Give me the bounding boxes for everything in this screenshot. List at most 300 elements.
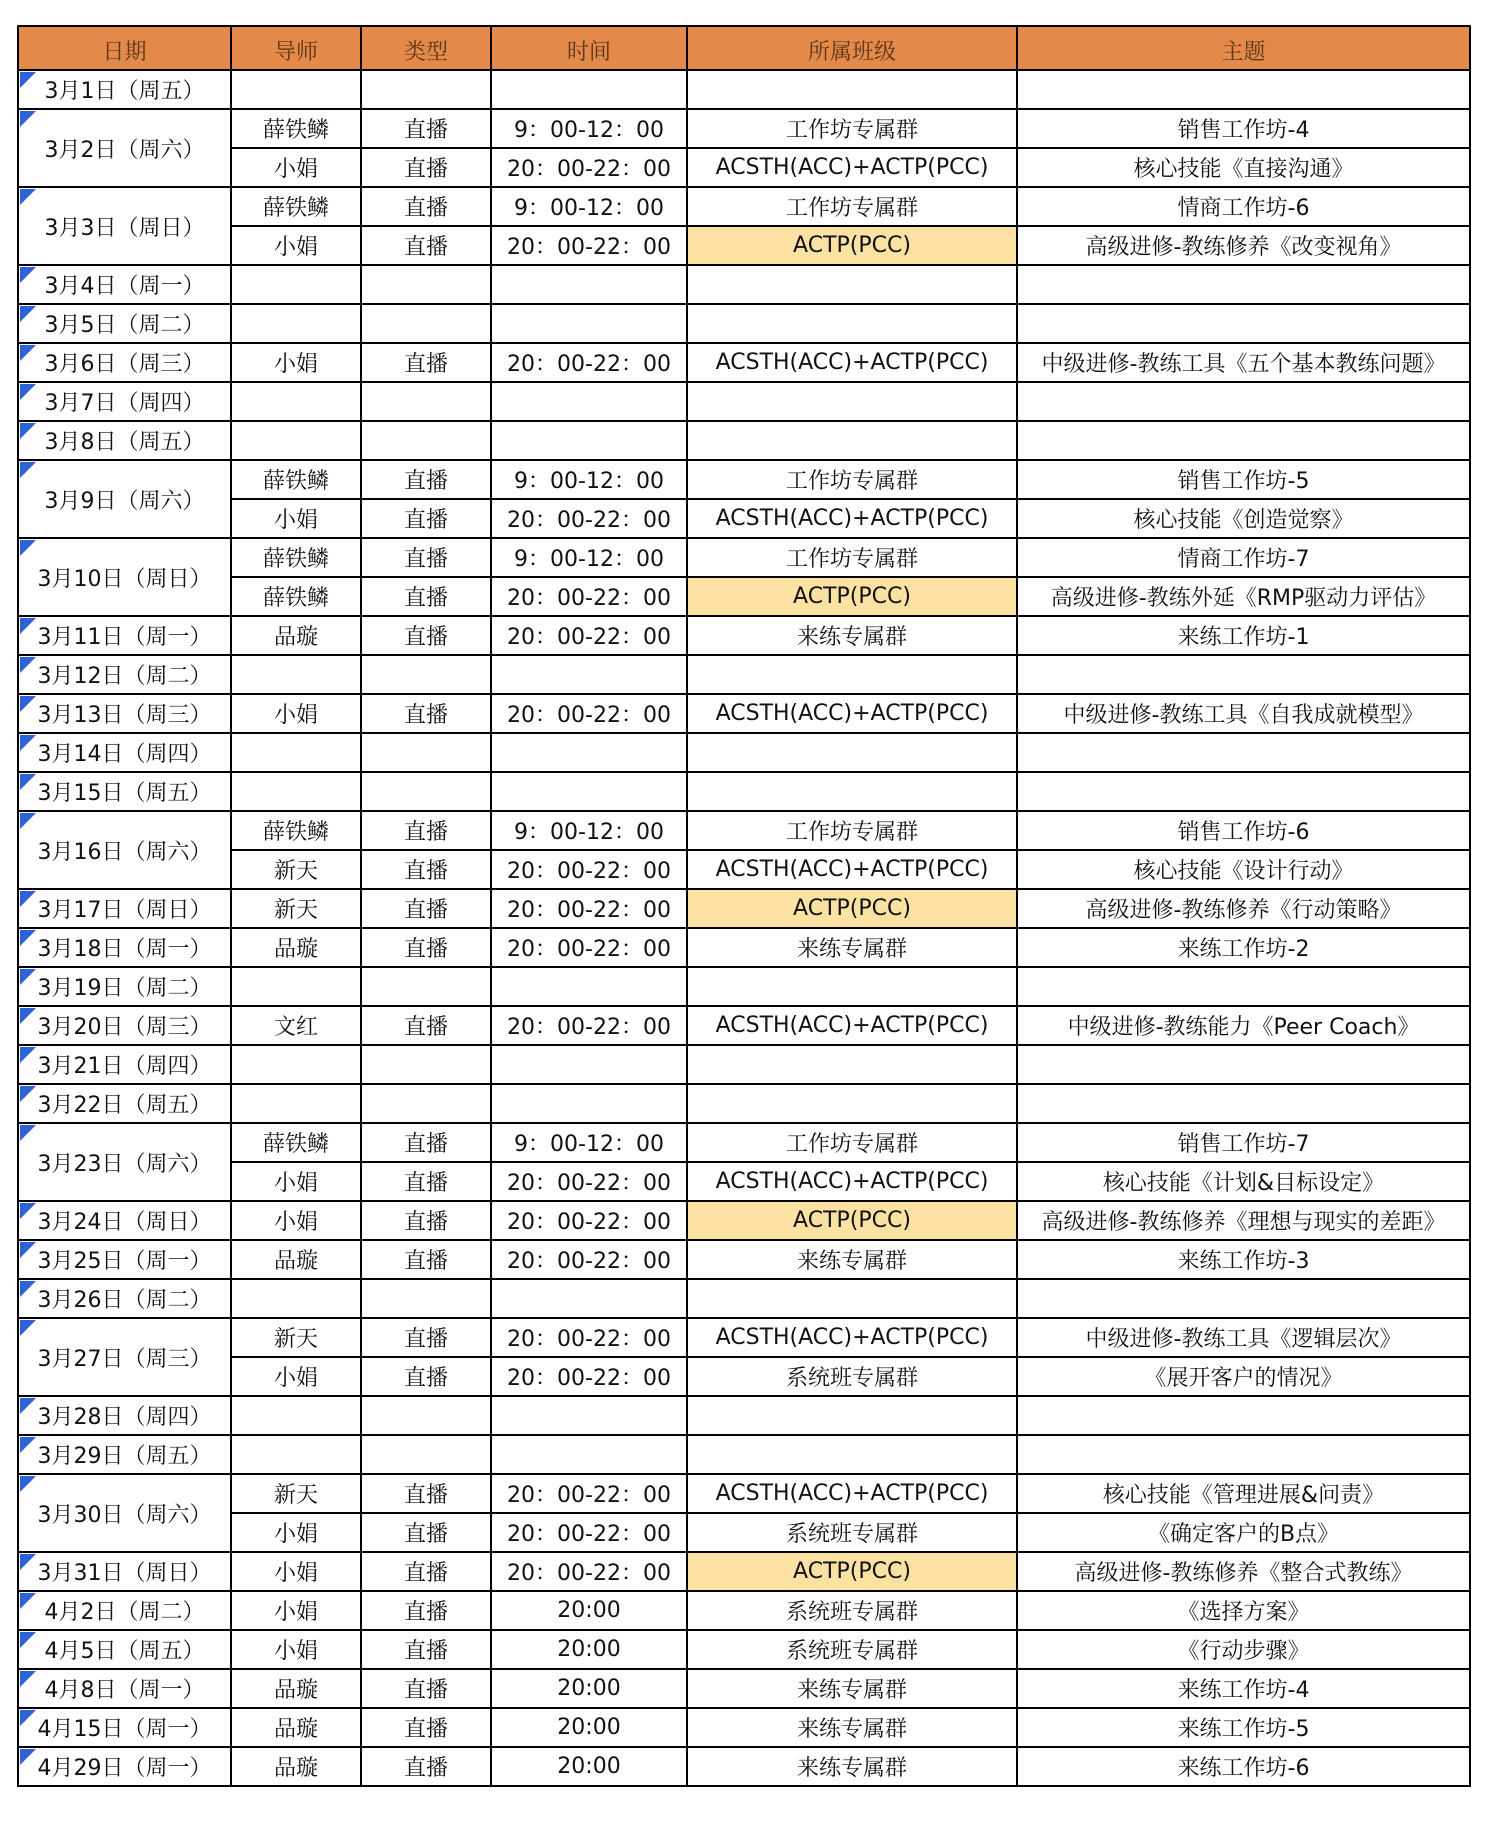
topic-cell[interactable]: 《选择方案》: [1017, 1591, 1470, 1630]
type-cell[interactable]: [361, 382, 491, 421]
date-cell[interactable]: 3月7日（周四）: [18, 382, 231, 421]
schedule-table: [17, 25, 1471, 1787]
type-cell[interactable]: 直播: [361, 694, 491, 733]
class-cell[interactable]: [687, 772, 1017, 811]
class-cell[interactable]: 工作坊专属群: [687, 538, 1017, 577]
date-cell[interactable]: 3月2日（周六）: [18, 109, 231, 187]
date-cell[interactable]: 3月19日（周二）: [18, 967, 231, 1006]
table-row: [18, 460, 1470, 499]
tutor-cell[interactable]: 新天: [231, 1318, 361, 1357]
tutor-cell[interactable]: 小娟: [231, 226, 361, 265]
class-cell[interactable]: [687, 1084, 1017, 1123]
type-cell[interactable]: [361, 1045, 491, 1084]
tutor-cell[interactable]: 薛铁鳞: [231, 1123, 361, 1162]
topic-cell[interactable]: 来练工作坊-3: [1017, 1240, 1470, 1279]
tutor-cell[interactable]: [231, 304, 361, 343]
tutor-cell[interactable]: 品璇: [231, 1747, 361, 1786]
table-row: [18, 1747, 1470, 1786]
table-row: [18, 577, 1470, 616]
table-row: [18, 109, 1470, 148]
tutor-cell[interactable]: 品璇: [231, 928, 361, 967]
type-cell[interactable]: 直播: [361, 1357, 491, 1396]
topic-cell[interactable]: 销售工作坊-4: [1017, 109, 1470, 148]
type-cell[interactable]: 直播: [361, 928, 491, 967]
type-cell[interactable]: 直播: [361, 187, 491, 226]
class-cell[interactable]: ACTP(PCC): [687, 1552, 1017, 1591]
topic-cell[interactable]: 销售工作坊-5: [1017, 460, 1470, 499]
class-cell[interactable]: 系统班专属群: [687, 1513, 1017, 1552]
class-cell[interactable]: 系统班专属群: [687, 1630, 1017, 1669]
time-cell[interactable]: 20：00-22：00: [491, 850, 687, 889]
tutor-cell[interactable]: [231, 382, 361, 421]
time-cell[interactable]: 9：00-12：00: [491, 1123, 687, 1162]
topic-cell[interactable]: 《行动步骤》: [1017, 1630, 1470, 1669]
topic-cell[interactable]: 核心技能《管理进展&问责》: [1017, 1474, 1470, 1513]
type-cell[interactable]: 直播: [361, 577, 491, 616]
tutor-cell[interactable]: 品璇: [231, 1708, 361, 1747]
class-cell[interactable]: [687, 655, 1017, 694]
topic-cell[interactable]: 来练工作坊-5: [1017, 1708, 1470, 1747]
type-cell[interactable]: [361, 1435, 491, 1474]
type-cell[interactable]: 直播: [361, 1318, 491, 1357]
class-cell[interactable]: 来练专属群: [687, 616, 1017, 655]
table-row: [18, 265, 1470, 304]
time-cell[interactable]: 9：00-12：00: [491, 460, 687, 499]
class-cell[interactable]: [687, 1279, 1017, 1318]
time-cell[interactable]: 20：00-22：00: [491, 577, 687, 616]
time-cell[interactable]: 20：00-22：00: [491, 616, 687, 655]
table-row: [18, 889, 1470, 928]
tutor-cell[interactable]: 新天: [231, 850, 361, 889]
header-time[interactable]: 时间: [491, 26, 687, 70]
class-cell[interactable]: [687, 70, 1017, 109]
type-cell[interactable]: 直播: [361, 226, 491, 265]
topic-cell[interactable]: 中级进修-教练能力《Peer Coach》: [1017, 1006, 1470, 1045]
class-cell[interactable]: [687, 304, 1017, 343]
topic-cell[interactable]: 核心技能《直接沟通》: [1017, 148, 1470, 187]
date-cell[interactable]: 3月10日（周日）: [18, 538, 231, 616]
topic-cell[interactable]: 高级进修-教练外延《RMP驱动力评估》: [1017, 577, 1470, 616]
tutor-cell[interactable]: [231, 1045, 361, 1084]
topic-cell[interactable]: 高级进修-教练修养《行动策略》: [1017, 889, 1470, 928]
date-cell[interactable]: 3月12日（周二）: [18, 655, 231, 694]
tutor-cell[interactable]: [231, 733, 361, 772]
date-cell[interactable]: 3月5日（周二）: [18, 304, 231, 343]
table-row: [18, 499, 1470, 538]
type-cell[interactable]: 直播: [361, 811, 491, 850]
type-cell[interactable]: 直播: [361, 499, 491, 538]
time-cell[interactable]: 20：00-22：00: [491, 1513, 687, 1552]
table-row: [18, 1045, 1470, 1084]
topic-cell[interactable]: 核心技能《计划&目标设定》: [1017, 1162, 1470, 1201]
tutor-cell[interactable]: [231, 1279, 361, 1318]
time-cell[interactable]: [491, 1045, 687, 1084]
table-row: [18, 148, 1470, 187]
time-cell[interactable]: [491, 382, 687, 421]
type-cell[interactable]: [361, 655, 491, 694]
topic-cell[interactable]: [1017, 1279, 1470, 1318]
tutor-cell[interactable]: 品璇: [231, 1240, 361, 1279]
table-row: [18, 655, 1470, 694]
tutor-cell[interactable]: 小娟: [231, 1357, 361, 1396]
date-cell[interactable]: 4月5日（周五）: [18, 1630, 231, 1669]
type-cell[interactable]: [361, 304, 491, 343]
tutor-cell[interactable]: 小娟: [231, 1591, 361, 1630]
type-cell[interactable]: [361, 70, 491, 109]
tutor-cell[interactable]: 小娟: [231, 148, 361, 187]
table-row: [18, 1240, 1470, 1279]
time-cell[interactable]: 9：00-12：00: [491, 538, 687, 577]
type-cell[interactable]: 直播: [361, 1747, 491, 1786]
time-cell[interactable]: 9：00-12：00: [491, 811, 687, 850]
class-cell[interactable]: 工作坊专属群: [687, 187, 1017, 226]
date-cell[interactable]: 3月9日（周六）: [18, 460, 231, 538]
type-cell[interactable]: 直播: [361, 1123, 491, 1162]
tutor-cell[interactable]: 小娟: [231, 499, 361, 538]
date-cell[interactable]: 4月8日（周一）: [18, 1669, 231, 1708]
topic-cell[interactable]: 来练工作坊-2: [1017, 928, 1470, 967]
date-cell[interactable]: 3月27日（周三）: [18, 1318, 231, 1396]
class-cell[interactable]: 工作坊专属群: [687, 811, 1017, 850]
topic-cell[interactable]: [1017, 733, 1470, 772]
tutor-cell[interactable]: 小娟: [231, 1162, 361, 1201]
date-cell[interactable]: 3月26日（周二）: [18, 1279, 231, 1318]
topic-cell[interactable]: 高级进修-教练修养《整合式教练》: [1017, 1552, 1470, 1591]
date-cell[interactable]: 4月2日（周二）: [18, 1591, 231, 1630]
time-cell[interactable]: 20：00-22：00: [491, 928, 687, 967]
time-cell[interactable]: 20：00-22：00: [491, 889, 687, 928]
class-cell[interactable]: ACSTH(ACC)+ACTP(PCC): [687, 343, 1017, 382]
type-cell[interactable]: [361, 1279, 491, 1318]
time-cell[interactable]: [491, 1084, 687, 1123]
date-cell[interactable]: 3月18日（周一）: [18, 928, 231, 967]
tutor-cell[interactable]: 薛铁鳞: [231, 538, 361, 577]
table-row: [18, 1669, 1470, 1708]
class-cell[interactable]: 工作坊专属群: [687, 1123, 1017, 1162]
date-cell[interactable]: 3月6日（周三）: [18, 343, 231, 382]
class-cell[interactable]: [687, 265, 1017, 304]
topic-cell[interactable]: 核心技能《创造觉察》: [1017, 499, 1470, 538]
type-cell[interactable]: 直播: [361, 460, 491, 499]
table-row: [18, 70, 1470, 109]
type-cell[interactable]: [361, 421, 491, 460]
topic-cell[interactable]: 核心技能《设计行动》: [1017, 850, 1470, 889]
type-cell[interactable]: 直播: [361, 1669, 491, 1708]
time-cell[interactable]: 20：00-22：00: [491, 148, 687, 187]
table-row: [18, 1513, 1470, 1552]
type-cell[interactable]: 直播: [361, 1474, 491, 1513]
tutor-cell[interactable]: [231, 967, 361, 1006]
type-cell[interactable]: 直播: [361, 538, 491, 577]
date-cell[interactable]: 3月17日（周日）: [18, 889, 231, 928]
table-row: [18, 1630, 1470, 1669]
table-row: [18, 1162, 1470, 1201]
topic-cell[interactable]: [1017, 421, 1470, 460]
tutor-cell[interactable]: 薛铁鳞: [231, 187, 361, 226]
header-tutor[interactable]: 导师: [231, 26, 361, 70]
tutor-cell[interactable]: 小娟: [231, 694, 361, 733]
table-row: [18, 1279, 1470, 1318]
date-cell[interactable]: 3月28日（周四）: [18, 1396, 231, 1435]
tutor-cell[interactable]: 新天: [231, 889, 361, 928]
date-cell[interactable]: 3月25日（周一）: [18, 1240, 231, 1279]
tutor-cell[interactable]: 薛铁鳞: [231, 109, 361, 148]
header-topic[interactable]: 主题: [1017, 26, 1470, 70]
topic-cell[interactable]: [1017, 1045, 1470, 1084]
class-cell[interactable]: 来练专属群: [687, 1747, 1017, 1786]
tutor-cell[interactable]: 小娟: [231, 1630, 361, 1669]
topic-cell[interactable]: [1017, 967, 1470, 1006]
time-cell[interactable]: 20:00: [491, 1630, 687, 1669]
class-cell[interactable]: [687, 733, 1017, 772]
type-cell[interactable]: 直播: [361, 616, 491, 655]
type-cell[interactable]: 直播: [361, 343, 491, 382]
date-cell[interactable]: 3月1日（周五）: [18, 70, 231, 109]
date-cell[interactable]: 3月31日（周日）: [18, 1552, 231, 1591]
topic-cell[interactable]: 高级进修-教练修养《理想与现实的差距》: [1017, 1201, 1470, 1240]
class-cell[interactable]: 来练专属群: [687, 1708, 1017, 1747]
tutor-cell[interactable]: [231, 1435, 361, 1474]
topic-cell[interactable]: 中级进修-教练工具《五个基本教练问题》: [1017, 343, 1470, 382]
topic-cell[interactable]: 来练工作坊-1: [1017, 616, 1470, 655]
tutor-cell[interactable]: 品璇: [231, 1669, 361, 1708]
table-row: [18, 850, 1470, 889]
topic-cell[interactable]: [1017, 1084, 1470, 1123]
date-cell[interactable]: 3月29日（周五）: [18, 1435, 231, 1474]
time-cell[interactable]: 20：00-22：00: [491, 694, 687, 733]
table-row: [18, 811, 1470, 850]
time-cell[interactable]: [491, 265, 687, 304]
time-cell[interactable]: 20：00-22：00: [491, 1318, 687, 1357]
class-cell[interactable]: ACTP(PCC): [687, 889, 1017, 928]
type-cell[interactable]: 直播: [361, 1552, 491, 1591]
table-row: [18, 343, 1470, 382]
schedule-body: [18, 70, 1470, 1786]
tutor-cell[interactable]: [231, 421, 361, 460]
topic-cell[interactable]: 《展开客户的情况》: [1017, 1357, 1470, 1396]
time-cell[interactable]: 20：00-22：00: [491, 1552, 687, 1591]
time-cell[interactable]: 20:00: [491, 1708, 687, 1747]
class-cell[interactable]: ACTP(PCC): [687, 226, 1017, 265]
table-row: [18, 694, 1470, 733]
class-cell[interactable]: [687, 1435, 1017, 1474]
table-row: [18, 928, 1470, 967]
type-cell[interactable]: 直播: [361, 1708, 491, 1747]
tutor-cell[interactable]: 薛铁鳞: [231, 460, 361, 499]
class-cell[interactable]: 工作坊专属群: [687, 109, 1017, 148]
date-cell[interactable]: 3月24日（周日）: [18, 1201, 231, 1240]
tutor-cell[interactable]: [231, 1396, 361, 1435]
table-row: [18, 772, 1470, 811]
time-cell[interactable]: 20：00-22：00: [491, 1474, 687, 1513]
date-cell[interactable]: 4月29日（周一）: [18, 1747, 231, 1786]
topic-cell[interactable]: [1017, 382, 1470, 421]
topic-cell[interactable]: [1017, 304, 1470, 343]
tutor-cell[interactable]: 薛铁鳞: [231, 811, 361, 850]
type-cell[interactable]: 直播: [361, 1630, 491, 1669]
date-cell[interactable]: 3月15日（周五）: [18, 772, 231, 811]
tutor-cell[interactable]: 新天: [231, 1474, 361, 1513]
class-cell[interactable]: [687, 382, 1017, 421]
table-row: [18, 616, 1470, 655]
date-cell[interactable]: 3月11日（周一）: [18, 616, 231, 655]
date-cell[interactable]: 3月21日（周四）: [18, 1045, 231, 1084]
topic-cell[interactable]: [1017, 772, 1470, 811]
time-cell[interactable]: 9：00-12：00: [491, 109, 687, 148]
type-cell[interactable]: 直播: [361, 148, 491, 187]
class-cell[interactable]: ACSTH(ACC)+ACTP(PCC): [687, 694, 1017, 733]
type-cell[interactable]: 直播: [361, 109, 491, 148]
time-cell[interactable]: 9：00-12：00: [491, 187, 687, 226]
tutor-cell[interactable]: 小娟: [231, 1552, 361, 1591]
time-cell[interactable]: 20:00: [491, 1591, 687, 1630]
time-cell[interactable]: 20：00-22：00: [491, 499, 687, 538]
header-row: [18, 26, 1470, 70]
time-cell[interactable]: [491, 1279, 687, 1318]
topic-cell[interactable]: [1017, 1435, 1470, 1474]
class-cell[interactable]: [687, 1045, 1017, 1084]
time-cell[interactable]: 20：00-22：00: [491, 1006, 687, 1045]
class-cell[interactable]: 来练专属群: [687, 928, 1017, 967]
time-cell[interactable]: [491, 421, 687, 460]
type-cell[interactable]: 直播: [361, 850, 491, 889]
type-cell[interactable]: [361, 1084, 491, 1123]
table-row: [18, 733, 1470, 772]
tutor-cell[interactable]: [231, 1084, 361, 1123]
time-cell[interactable]: [491, 304, 687, 343]
header-date[interactable]: 日期: [18, 26, 231, 70]
type-cell[interactable]: 直播: [361, 1513, 491, 1552]
class-cell[interactable]: [687, 421, 1017, 460]
table-row: [18, 1591, 1470, 1630]
class-cell[interactable]: [687, 967, 1017, 1006]
date-cell[interactable]: 3月4日（周一）: [18, 265, 231, 304]
date-cell[interactable]: 3月13日（周三）: [18, 694, 231, 733]
time-cell[interactable]: 20:00: [491, 1669, 687, 1708]
time-cell[interactable]: 20：00-22：00: [491, 226, 687, 265]
topic-cell[interactable]: 销售工作坊-7: [1017, 1123, 1470, 1162]
topic-cell[interactable]: 情商工作坊-6: [1017, 187, 1470, 226]
header-type[interactable]: 类型: [361, 26, 491, 70]
type-cell[interactable]: [361, 1396, 491, 1435]
tutor-cell[interactable]: 小娟: [231, 1513, 361, 1552]
tutor-cell[interactable]: [231, 265, 361, 304]
topic-cell[interactable]: 《确定客户的B点》: [1017, 1513, 1470, 1552]
type-cell[interactable]: 直播: [361, 1162, 491, 1201]
date-cell[interactable]: 3月3日（周日）: [18, 187, 231, 265]
tutor-cell[interactable]: 文红: [231, 1006, 361, 1045]
date-cell[interactable]: 3月20日（周三）: [18, 1006, 231, 1045]
class-cell[interactable]: ACSTH(ACC)+ACTP(PCC): [687, 499, 1017, 538]
class-cell[interactable]: ACTP(PCC): [687, 1201, 1017, 1240]
table-row: [18, 1357, 1470, 1396]
type-cell[interactable]: 直播: [361, 1591, 491, 1630]
tutor-cell[interactable]: 小娟: [231, 343, 361, 382]
header-class[interactable]: 所属班级: [687, 26, 1017, 70]
date-cell[interactable]: 3月23日（周六）: [18, 1123, 231, 1201]
tutor-cell[interactable]: [231, 70, 361, 109]
time-cell[interactable]: [491, 733, 687, 772]
class-cell[interactable]: ACSTH(ACC)+ACTP(PCC): [687, 1006, 1017, 1045]
class-cell[interactable]: 来练专属群: [687, 1669, 1017, 1708]
topic-cell[interactable]: 中级进修-教练工具《逻辑层次》: [1017, 1318, 1470, 1357]
topic-cell[interactable]: 中级进修-教练工具《自我成就模型》: [1017, 694, 1470, 733]
date-cell[interactable]: 3月30日（周六）: [18, 1474, 231, 1552]
topic-cell[interactable]: [1017, 1396, 1470, 1435]
table-row: [18, 1435, 1470, 1474]
time-cell[interactable]: [491, 1435, 687, 1474]
time-cell[interactable]: 20：00-22：00: [491, 1201, 687, 1240]
type-cell[interactable]: 直播: [361, 1201, 491, 1240]
tutor-cell[interactable]: 小娟: [231, 1201, 361, 1240]
class-cell[interactable]: ACSTH(ACC)+ACTP(PCC): [687, 148, 1017, 187]
date-cell[interactable]: 3月22日（周五）: [18, 1084, 231, 1123]
class-cell[interactable]: 工作坊专属群: [687, 460, 1017, 499]
schedule-sheet: [17, 25, 1469, 1787]
class-cell[interactable]: 系统班专属群: [687, 1591, 1017, 1630]
table-row: [18, 187, 1470, 226]
class-cell[interactable]: ACTP(PCC): [687, 577, 1017, 616]
topic-cell[interactable]: 销售工作坊-6: [1017, 811, 1470, 850]
class-cell[interactable]: 系统班专属群: [687, 1357, 1017, 1396]
table-row: [18, 1708, 1470, 1747]
type-cell[interactable]: [361, 733, 491, 772]
time-cell[interactable]: 20：00-22：00: [491, 343, 687, 382]
topic-cell[interactable]: [1017, 655, 1470, 694]
topic-cell[interactable]: 来练工作坊-4: [1017, 1669, 1470, 1708]
class-cell[interactable]: 来练专属群: [687, 1240, 1017, 1279]
type-cell[interactable]: [361, 265, 491, 304]
topic-cell[interactable]: [1017, 265, 1470, 304]
tutor-cell[interactable]: [231, 655, 361, 694]
table-row: [18, 1084, 1470, 1123]
topic-cell[interactable]: [1017, 70, 1470, 109]
time-cell[interactable]: [491, 70, 687, 109]
tutor-cell[interactable]: [231, 772, 361, 811]
table-row: [18, 1006, 1470, 1045]
time-cell[interactable]: 20：00-22：00: [491, 1240, 687, 1279]
time-cell[interactable]: [491, 1396, 687, 1435]
topic-cell[interactable]: 来练工作坊-6: [1017, 1747, 1470, 1786]
class-cell[interactable]: ACSTH(ACC)+ACTP(PCC): [687, 850, 1017, 889]
type-cell[interactable]: [361, 772, 491, 811]
time-cell[interactable]: 20:00: [491, 1747, 687, 1786]
time-cell[interactable]: 20：00-22：00: [491, 1357, 687, 1396]
topic-cell[interactable]: 高级进修-教练修养《改变视角》: [1017, 226, 1470, 265]
class-cell[interactable]: [687, 1396, 1017, 1435]
type-cell[interactable]: 直播: [361, 1240, 491, 1279]
class-cell[interactable]: ACSTH(ACC)+ACTP(PCC): [687, 1474, 1017, 1513]
tutor-cell[interactable]: 品璇: [231, 616, 361, 655]
class-cell[interactable]: ACSTH(ACC)+ACTP(PCC): [687, 1318, 1017, 1357]
date-cell[interactable]: 4月15日（周一）: [18, 1708, 231, 1747]
time-cell[interactable]: [491, 772, 687, 811]
date-cell[interactable]: 3月16日（周六）: [18, 811, 231, 889]
table-row: [18, 1318, 1470, 1357]
type-cell[interactable]: 直播: [361, 889, 491, 928]
date-cell[interactable]: 3月8日（周五）: [18, 421, 231, 460]
type-cell[interactable]: [361, 967, 491, 1006]
tutor-cell[interactable]: 薛铁鳞: [231, 577, 361, 616]
time-cell[interactable]: [491, 967, 687, 1006]
topic-cell[interactable]: 情商工作坊-7: [1017, 538, 1470, 577]
table-row: [18, 226, 1470, 265]
date-cell[interactable]: 3月14日（周四）: [18, 733, 231, 772]
time-cell[interactable]: 20：00-22：00: [491, 1162, 687, 1201]
time-cell[interactable]: [491, 655, 687, 694]
type-cell[interactable]: 直播: [361, 1006, 491, 1045]
class-cell[interactable]: ACSTH(ACC)+ACTP(PCC): [687, 1162, 1017, 1201]
